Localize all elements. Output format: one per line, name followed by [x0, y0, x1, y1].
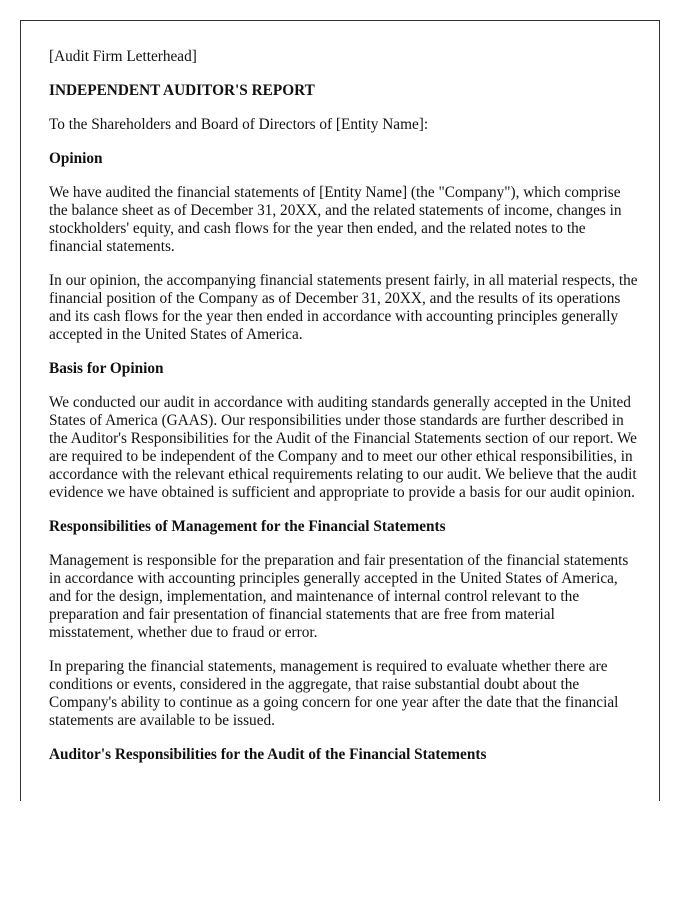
section-heading-management-responsibilities: Responsibilities of Management for the Financial Statements	[49, 518, 446, 535]
report-title: INDEPENDENT AUDITOR'S REPORT	[49, 82, 315, 99]
section-heading-opinion: Opinion	[49, 150, 103, 167]
section-heading-auditor-responsibilities: Auditor's Responsibilities for the Audit of the Financial Statements	[49, 746, 487, 763]
report-content	[49, 48, 641, 780]
opinion-paragraph-1: We have audited the financial statements of [Entity Name] (the "Company"), which comprise the balance sheet as of December 31, 20XX, and the related statements of income, changes in stockholders' equity, and cash flows for the year then ended, and the related notes to the financial statements.	[49, 184, 622, 255]
opinion-paragraph-2: In our opinion, the accompanying financial statements present fairly, in all material respects, the financial position of the Company as of December 31, 20XX, and the results of its operations and its cash flows for the year then ended in accordance with accounting principles generally accepted in the United States of America.	[49, 272, 638, 343]
basis-paragraph-1: We conducted our audit in accordance with auditing standards generally accepted in the United States of America (GAAS). Our responsibilities under those standards are further described in the Auditor's Responsibilities for the Audit of the Financial Statements section of our report. We are required to be independent of the Company and to meet our other ethical responsibilities, in accordance with the relevant ethical requirements relating to our audit. We believe that the audit evidence we have obtained is sufficient and appropriate to provide a basis for our audit opinion.	[49, 394, 637, 501]
management-paragraph-1: Management is responsible for the preparation and fair presentation of the financial statements in accordance with accounting principles generally accepted in the United States of America, and for the design, implementation, and maintenance of internal control relevant to the preparation and fair presentation of financial statements that are free from material misstatement, whether due to fraud or error.	[49, 552, 629, 641]
letterhead: [Audit Firm Letterhead]	[49, 48, 197, 65]
report-page	[20, 20, 660, 801]
management-paragraph-2: In preparing the financial statements, management is required to evaluate whether there are conditions or events, considered in the aggregate, that raise substantial doubt about the Company's ability to continue as a going concern for one year after the date that the financial statements are available to be issued.	[49, 658, 619, 729]
section-heading-basis-for-opinion: Basis for Opinion	[49, 360, 164, 377]
addressee: To the Shareholders and Board of Directors of [Entity Name]:	[49, 116, 429, 133]
